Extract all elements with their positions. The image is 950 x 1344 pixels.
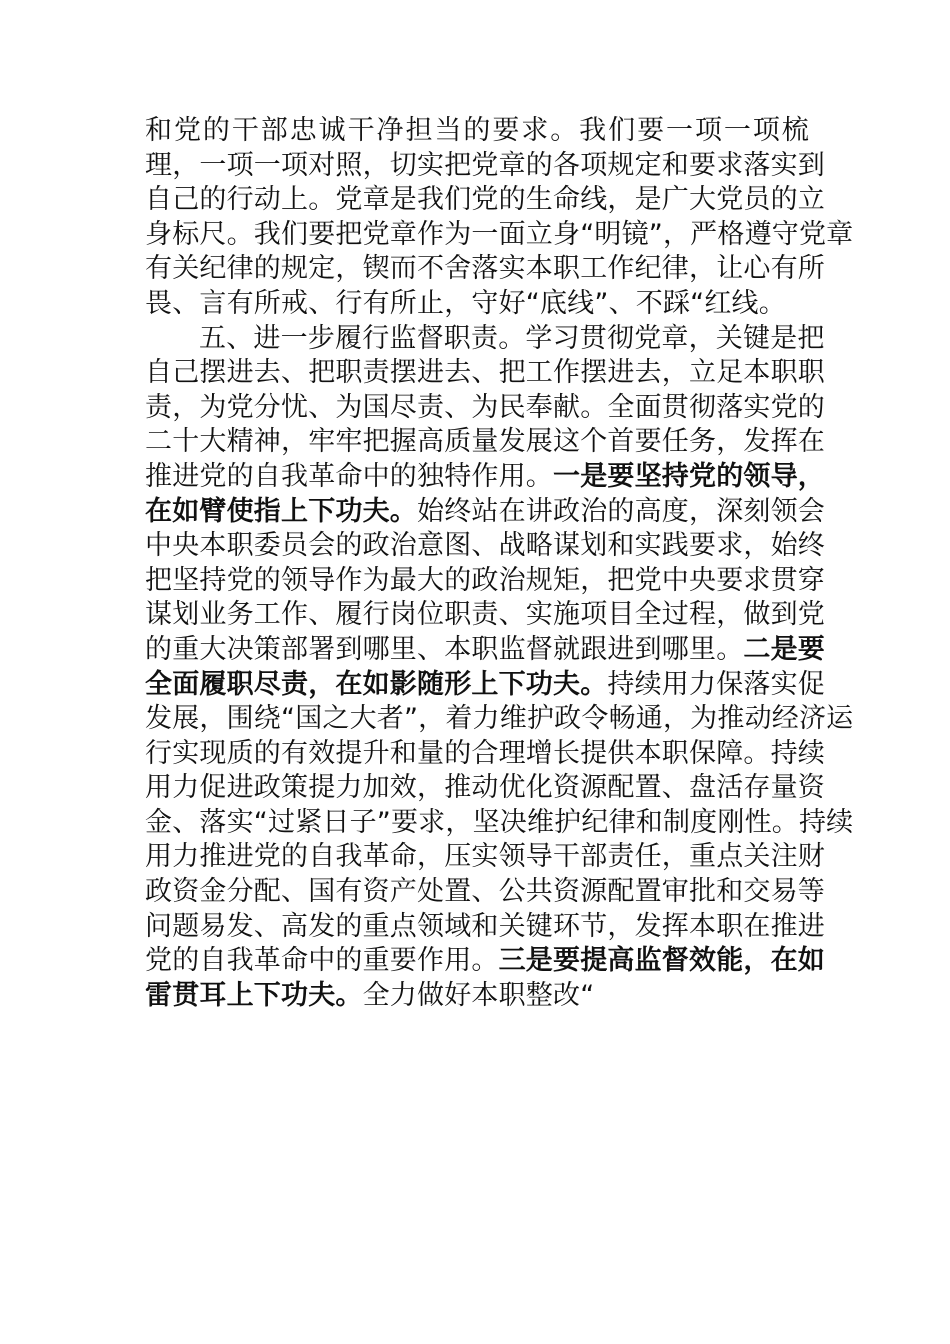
text-segment: 畏、言有所戒、行有所止，守好“底线”、不踩“红线。 (145, 287, 786, 319)
text-segment: 发展，围绕“国之大者”，着力维护政令畅通，为推动经济运 (145, 703, 854, 735)
text-segment: 的重大决策部署到哪里、本职监督就跟进到哪里。 (145, 633, 744, 665)
text-segment: 用力推进党的自我革命，压实领导干部责任，重点关注财 (145, 841, 825, 873)
text-line (145, 737, 825, 772)
text-line (145, 183, 825, 218)
text-segment: 自己的行动上。党章是我们党的生命线，是广大党员的立 (145, 184, 825, 216)
text-line (145, 668, 826, 703)
text-segment: 把坚持党的领导作为最大的政治规矩，把党中央要求贯穿 (145, 564, 825, 596)
text-segment: 责，为党分忧、为国尽责、为民奉献。全面贯彻落实党的 (145, 391, 825, 423)
text-segment: 全力做好本职整改“ (362, 979, 595, 1011)
text-segment: 党的自我革命中的重要作用。 (145, 945, 499, 977)
text-line (145, 771, 825, 806)
text-line (145, 910, 825, 945)
text-line (145, 598, 825, 633)
text-segment: 五、进一步履行监督职责。学习贯彻党章，关键是把 (199, 322, 825, 354)
text-line (145, 356, 825, 391)
text-segment: 用力促进政策提力加效，推动优化资源配置、盘活存量资 (145, 772, 825, 804)
text-line (145, 633, 826, 668)
bold-text-segment: 三是要提高监督效能，在如 (498, 945, 826, 977)
text-segment: 推进党的自我革命中的独特作用。 (145, 460, 553, 492)
text-segment: 谋划业务工作、履行岗位职责、实施项目全过程，做到党 (145, 599, 825, 631)
paragraph-heading-line (145, 322, 825, 357)
text-segment: 问题易发、高发的重点领域和关键环节，发挥本职在推进 (145, 910, 825, 942)
document-body (145, 114, 854, 1013)
text-line (145, 287, 809, 322)
text-segment: 中央本职委员会的政治意图、战略谋划和实践要求，始终 (145, 530, 825, 562)
text-segment: 有关纪律的规定，锲而不舍落实本职工作纪律，让心有所 (145, 253, 825, 285)
text-line (145, 391, 825, 426)
text-segment: 二十大精神，牢牢把握高质量发展这个首要任务，发挥在 (145, 426, 825, 458)
text-line (145, 875, 825, 910)
text-line (145, 979, 809, 1014)
text-segment: 持续用力保落实促 (607, 668, 826, 700)
bold-text-segment: 在如臂使指上下功夫。 (145, 495, 417, 527)
text-line (145, 425, 825, 460)
text-segment: 始终站在讲政治的高度，深刻领会 (417, 495, 825, 527)
text-segment: 和党的干部忠诚干净担当的要求。我们要一项一项梳 (145, 115, 809, 146)
text-segment: 金、落实“过紧日子”要求，坚决维护纪律和制度刚性。持续 (145, 806, 854, 838)
text-line (145, 702, 854, 737)
text-line (145, 806, 854, 841)
text-line (145, 460, 825, 495)
text-line (145, 495, 825, 530)
text-line (145, 529, 825, 564)
text-line (145, 840, 825, 875)
bold-text-segment: 二是要 (743, 633, 826, 665)
bold-text-segment: 全面履职尽责，在如影随形上下功夫。 (145, 668, 608, 700)
text-line (145, 564, 825, 599)
text-segment: 身标尺。我们要把党章作为一面立身“明镜”，严格遵守党章 (145, 218, 854, 250)
text-line (145, 114, 809, 149)
text-segment: 自己摆进去、把职责摆进去、把工作摆进去，立足本职职 (145, 357, 825, 389)
text-line (145, 149, 825, 184)
bold-text-segment: 雷贯耳上下功夫。 (145, 979, 363, 1011)
text-line (145, 252, 825, 287)
text-line (145, 944, 826, 979)
text-segment: 行实现质的有效提升和量的合理增长提供本职保障。持续 (145, 737, 825, 769)
bold-text-segment: 一是要坚持党的领导， (553, 460, 825, 492)
text-segment: 政资金分配、国有资产处置、公共资源配置审批和交易等 (145, 876, 825, 908)
text-line (145, 218, 854, 253)
text-segment: 理，一项一项对照，切实把党章的各项规定和要求落实到 (145, 149, 825, 181)
